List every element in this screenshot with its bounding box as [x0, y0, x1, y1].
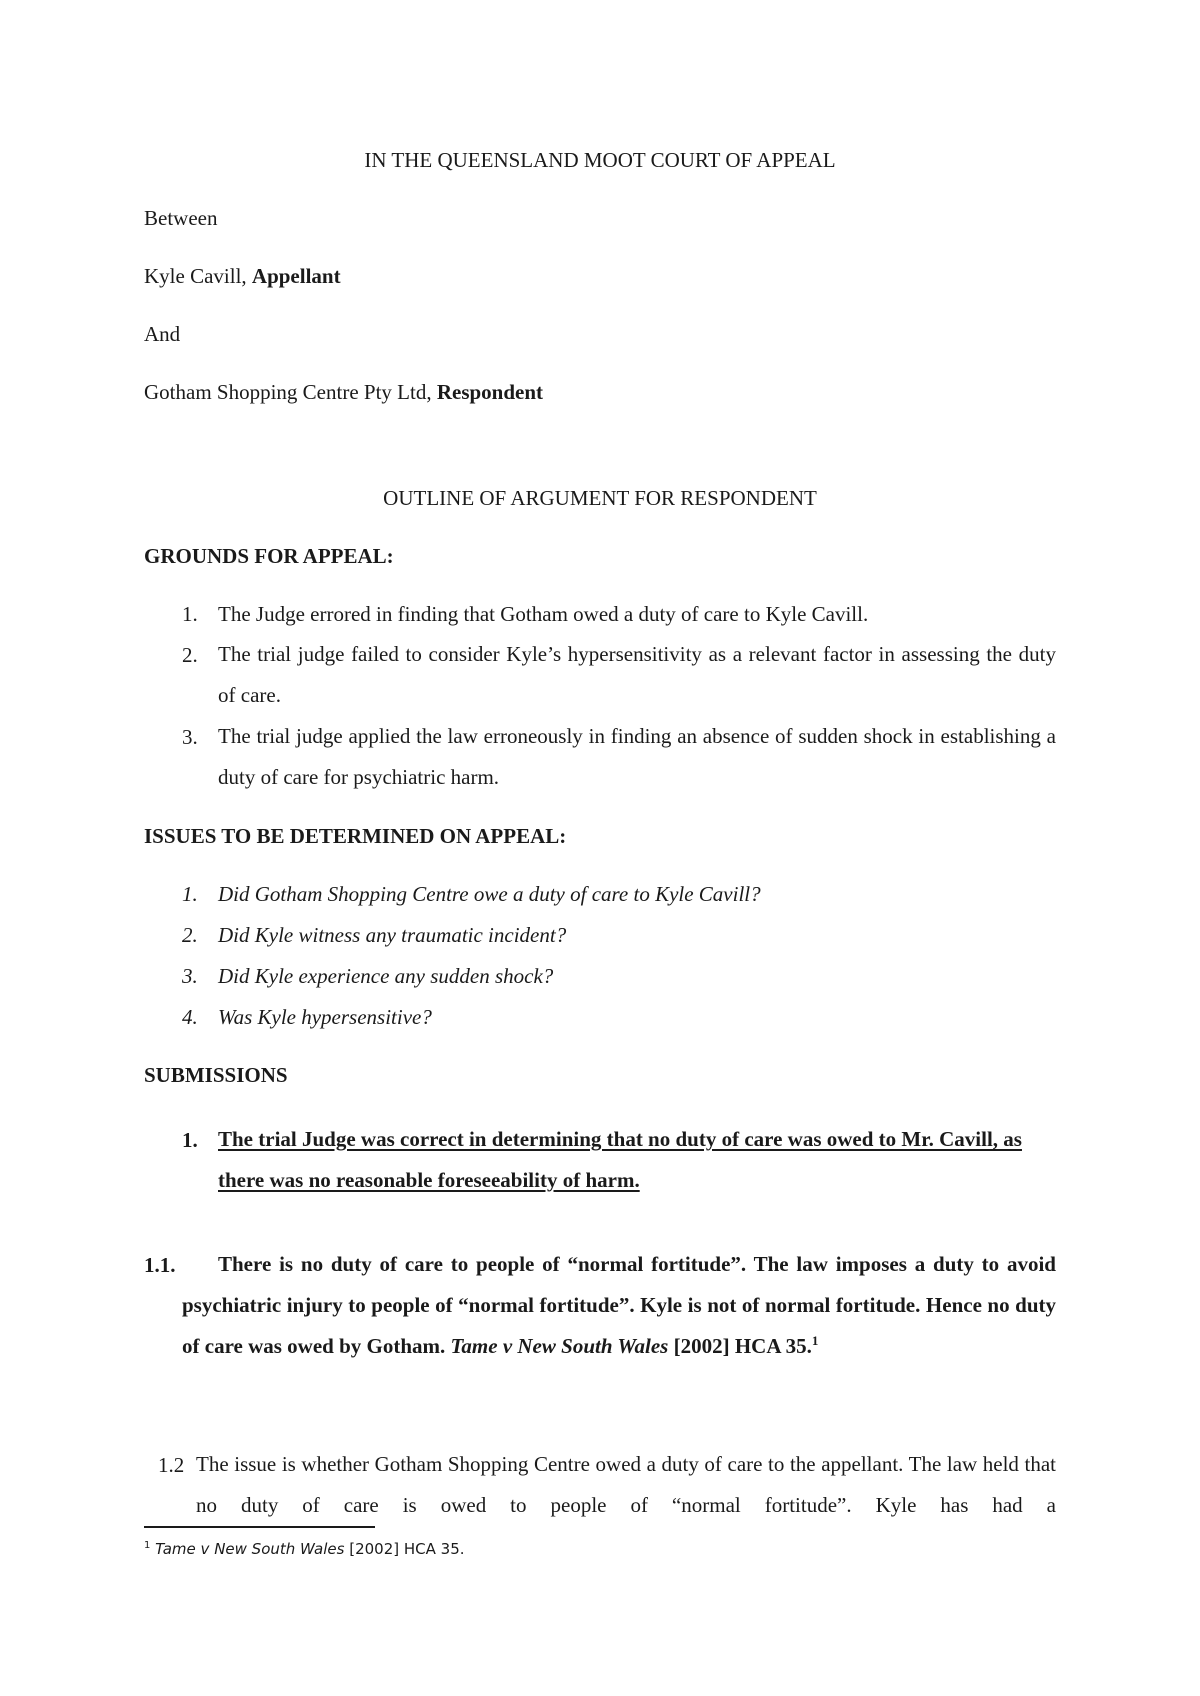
outline-title: OUTLINE OF ARGUMENT FOR RESPONDENT	[383, 486, 817, 510]
issue-item: Did Kyle witness any traumatic incident?	[218, 923, 567, 947]
grounds-title: GROUNDS FOR APPEAL:	[144, 544, 394, 568]
case-name: Tame v New South Wales	[450, 1334, 669, 1358]
submission-heading: The trial Judge was correct in determining that no duty of care was owed to Mr. Cavill, as there was no reasonable foreseeability of harm.	[218, 1127, 1022, 1192]
appellant-name: Kyle Cavill,	[144, 264, 252, 288]
submissions-title: SUBMISSIONS	[144, 1063, 288, 1087]
footnote-divider	[144, 1526, 375, 1528]
court-title: IN THE QUEENSLAND MOOT COURT OF APPEAL	[364, 148, 836, 172]
subpoint-number: 1.2	[158, 1453, 185, 1477]
issue-number: 2.	[182, 923, 198, 947]
subpoint-1-1-text: There is no duty of care to people of “normal fortitude”. The law imposes a duty to avoid psychiatric injury to people of “normal fortitude”. Kyle is not of normal fortitude. Hence no duty of care was owed by Gotham.	[182, 1252, 1056, 1358]
respondent-line	[144, 378, 543, 406]
ground-item: The Judge errored in finding that Gotham owed a duty of care to Kyle Cavill.	[218, 602, 869, 626]
ground-item: The trial judge applied the law erroneously in finding an absence of sudden shock in establishing a duty of care for psychiatric harm.	[218, 724, 1056, 789]
footnote-ref[interactable]: 1	[811, 1333, 819, 1348]
submission-number: 1.	[182, 1128, 198, 1152]
footnote-case-name: Tame v New South Wales	[155, 1540, 345, 1558]
issues-title: ISSUES TO BE DETERMINED ON APPEAL:	[144, 824, 567, 848]
ground-number: 1.	[182, 602, 198, 626]
footnote-citation: [2002] HCA 35.	[344, 1540, 465, 1558]
issue-item: Did Gotham Shopping Centre owe a duty of care to Kyle Cavill?	[218, 882, 761, 906]
footnote-marker: 1	[144, 1540, 151, 1551]
subpoint-number: 1.1.	[144, 1253, 176, 1277]
case-citation: [2002] HCA 35.	[668, 1334, 812, 1358]
respondent-role: Respondent	[436, 380, 544, 404]
issue-item: Was Kyle hypersensitive?	[218, 1005, 432, 1029]
subpoint-1-2: The issue is whether Gotham Shopping Centre owed a duty of care to the appellant. The law held that no duty of care is owed to people of “normal fortitude”. Kyle has had a	[196, 1452, 1056, 1517]
footnote	[144, 1538, 465, 1560]
respondent-name: Gotham Shopping Centre Pty Ltd,	[144, 380, 437, 404]
and-label: And	[144, 322, 181, 346]
appellant-line	[144, 262, 341, 290]
appellant-role: Appellant	[251, 264, 341, 288]
ground-number: 3.	[182, 725, 198, 749]
ground-item: The trial judge failed to consider Kyle’s hypersensitivity as a relevant factor in assessing the duty of care.	[218, 642, 1056, 707]
issue-number: 1.	[182, 882, 198, 906]
subpoint-1-1	[146, 1244, 1056, 1367]
issue-number: 3.	[182, 964, 198, 988]
ground-number: 2.	[182, 643, 198, 667]
issue-number: 4.	[182, 1005, 198, 1029]
between-label: Between	[144, 206, 218, 230]
issue-item: Did Kyle experience any sudden shock?	[218, 964, 554, 988]
